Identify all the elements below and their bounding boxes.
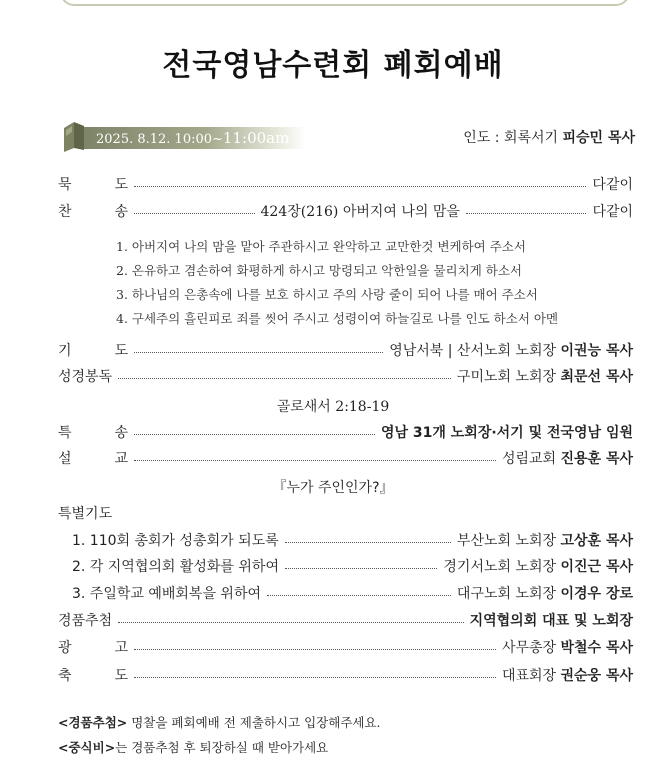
hymn-value: 다같이	[592, 204, 634, 220]
benediction-label: 축 도	[58, 668, 128, 684]
row-reading	[58, 365, 633, 387]
prayer-person: 영남서북 | 산서노회 노회장 이권능 목사	[389, 343, 633, 359]
dotted-leader	[285, 542, 451, 543]
dotted-leader	[466, 213, 587, 214]
lottery-value: 지역협의회 대표 및 노회장	[469, 613, 633, 629]
special-prayer-label: 특별기도	[58, 506, 113, 522]
announce-label: 광 고	[58, 640, 128, 656]
prayer-label: 기 도	[58, 343, 128, 359]
sermon-label: 설 교	[58, 451, 128, 467]
row-hymn	[58, 200, 633, 222]
leader-name: 피승민 목사	[562, 130, 635, 146]
note-lottery: <경품추첨> 명찰을 폐회예배 전 제출하시고 입장해주세요.	[58, 715, 381, 730]
hymn-line: 3. 하나님의 은총속에 나를 보호 하시고 주의 사랑 줄이 되어 나를 매어 주소서	[116, 287, 538, 302]
page-title: 전국영남수련회 폐회예배	[162, 48, 504, 83]
special-prayer-item: 1. 110회 총회가 성총회가 되도록 부산노회 노회장 고상훈 목사	[72, 533, 633, 549]
row-silent-prayer	[58, 173, 633, 195]
dotted-leader	[118, 378, 451, 379]
dotted-leader	[134, 677, 496, 678]
reading-person: 구미노회 노회장 최문선 목사	[456, 369, 633, 385]
note-lunch: <중식비>는 경품추첨 후 퇴장하실 때 받아가세요	[58, 740, 329, 755]
special-prayer-heading	[58, 502, 633, 524]
row-sermon	[58, 447, 633, 469]
scripture-passage: 골로새서 2:18-19	[276, 399, 390, 415]
hymn-label: 찬 송	[58, 204, 128, 220]
dotted-leader	[134, 213, 255, 214]
row-announcements	[58, 636, 633, 658]
silent-label: 묵 도	[58, 177, 128, 193]
silent-value: 다같이	[592, 177, 633, 193]
leader-label: 인도 : 회록서기	[463, 130, 559, 146]
benediction-person: 대표회장 권순웅 목사	[501, 668, 633, 684]
service-leader	[463, 127, 635, 149]
dotted-leader	[285, 568, 437, 569]
sermon-title: 『누가 주인인가?』	[272, 480, 394, 496]
hymn-line: 2. 온유하고 겸손하여 화평하게 하시고 망령되고 악한일을 물리치게 하소서	[116, 263, 522, 278]
dotted-leader	[134, 649, 496, 650]
lottery-label: 경품추첨	[58, 613, 113, 629]
special-prayer-item: 2. 각 지역협의회 활성화를 위하여 경기서노회 노회장 이진근 목사	[72, 559, 633, 575]
reading-label: 성경봉독	[58, 369, 113, 385]
hymn-line: 1. 아버지여 나의 맘을 맡아 주관하시고 완악하고 교만한것 변케하여 주소서	[116, 239, 526, 254]
row-lottery	[58, 609, 633, 631]
date-prefix: 2025. 8.12. 10:00~	[96, 132, 223, 147]
special-song-label: 특 송	[58, 425, 128, 441]
announce-person: 사무총장 박철수 목사	[501, 640, 633, 656]
special-song-value: 영남 31개 노회장·서기 및 전국영남 임원	[380, 425, 633, 441]
dotted-leader	[134, 186, 586, 187]
special-prayer-item: 3. 주일학교 예배회복을 위하여 대구노회 노회장 이경우 장로	[72, 586, 633, 602]
row-prayer	[58, 339, 633, 361]
hymn-line: 4. 구세주의 흘린피로 죄를 씻어 주시고 성령이여 하늘길로 나를 인도 하소서 아멘	[116, 311, 559, 326]
dotted-leader	[134, 460, 496, 461]
date-time-banner	[84, 127, 306, 149]
row-benediction	[58, 664, 633, 686]
top-decorative-frame	[60, 0, 630, 6]
sermon-person: 성림교회 진용훈 목사	[501, 451, 633, 467]
row-special-song	[58, 421, 633, 443]
dotted-leader	[267, 595, 451, 596]
dotted-leader	[134, 434, 375, 435]
hymn-song: 424장(216) 아버지여 나의 맘을	[260, 204, 460, 220]
dotted-leader	[118, 622, 464, 623]
dotted-leader	[134, 352, 383, 353]
date-suffix: 11:00am	[222, 129, 290, 147]
